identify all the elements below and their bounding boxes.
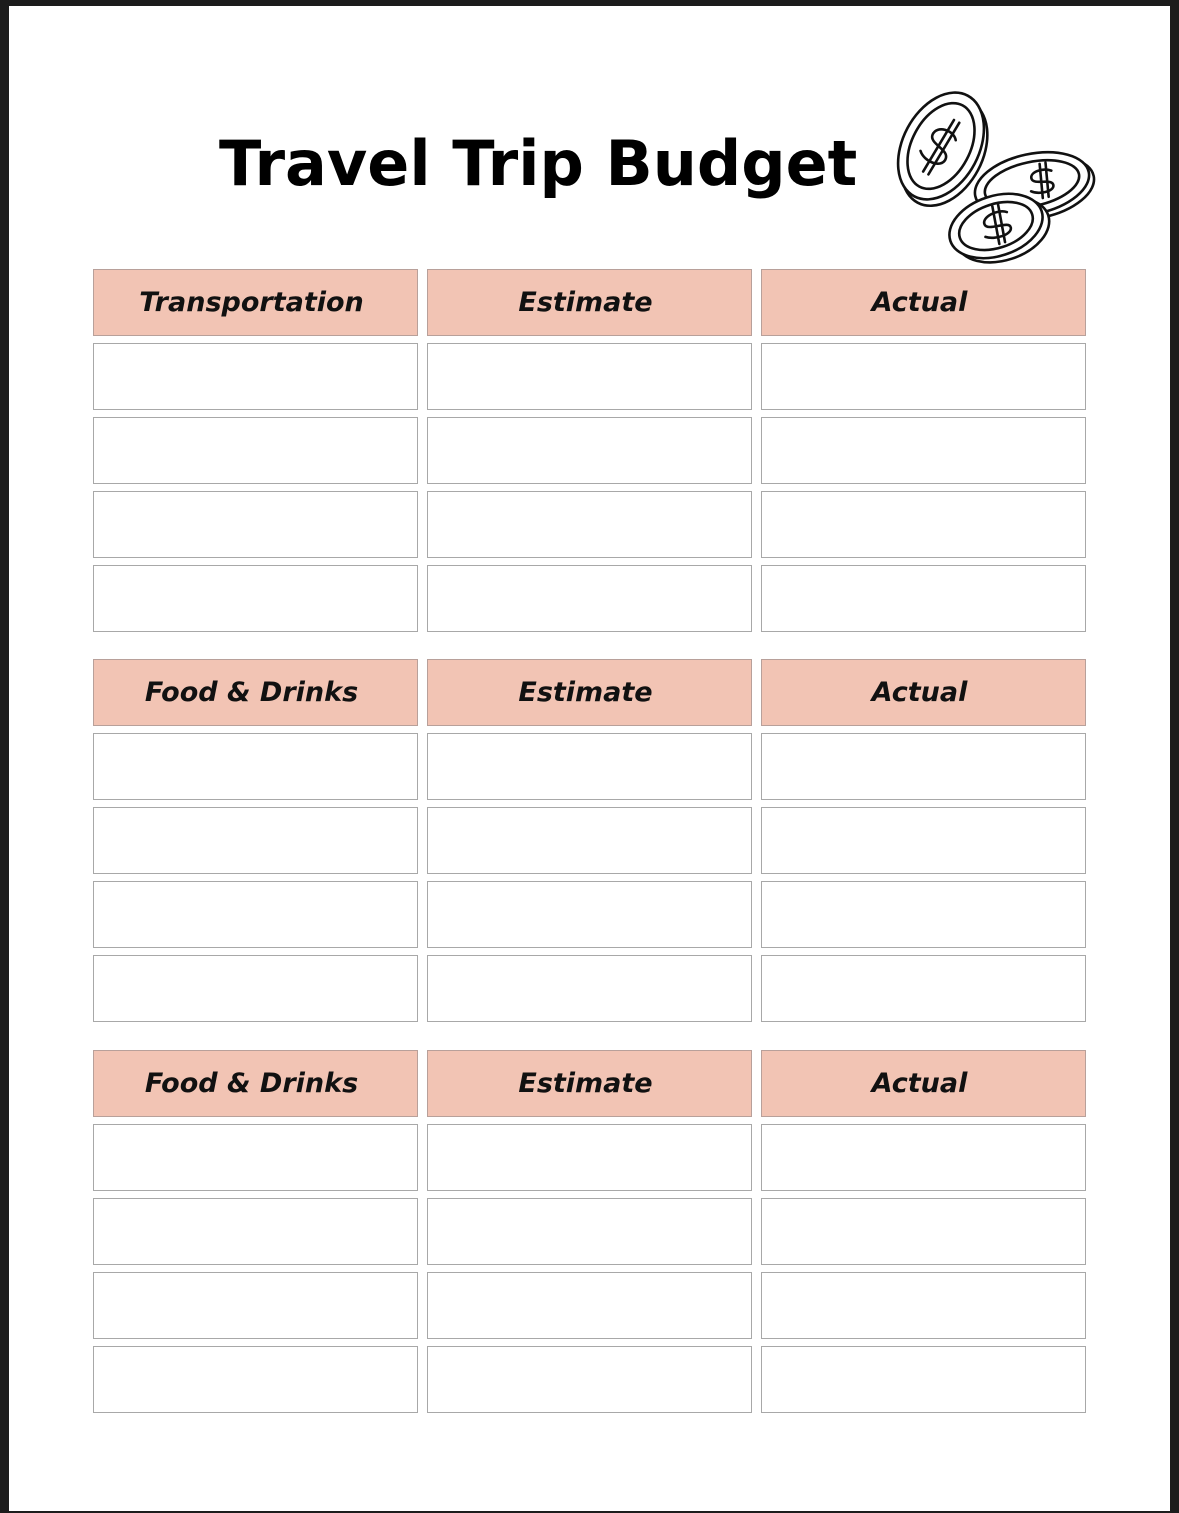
estimate-field[interactable] bbox=[427, 955, 752, 1022]
table-row bbox=[93, 881, 1086, 948]
table-row bbox=[93, 1198, 1086, 1265]
table-row bbox=[93, 733, 1086, 800]
estimate-field[interactable] bbox=[427, 881, 752, 948]
actual-field[interactable] bbox=[761, 1198, 1086, 1265]
table-row bbox=[93, 1346, 1086, 1413]
header-actual bbox=[761, 1050, 1086, 1117]
actual-field[interactable] bbox=[761, 1272, 1086, 1339]
estimate-field[interactable] bbox=[427, 491, 752, 558]
table-row bbox=[93, 491, 1086, 558]
actual-field[interactable] bbox=[761, 343, 1086, 410]
header-actual-label: Actual bbox=[871, 1068, 968, 1099]
food-drinks-section bbox=[93, 659, 1086, 1029]
actual-field[interactable] bbox=[761, 565, 1086, 632]
header-category-label: Food & Drinks bbox=[144, 1068, 359, 1099]
header-estimate bbox=[427, 269, 752, 336]
item-field[interactable] bbox=[93, 491, 418, 558]
table-row bbox=[93, 417, 1086, 484]
actual-field[interactable] bbox=[761, 417, 1086, 484]
header-category-label: Food & Drinks bbox=[144, 677, 359, 708]
table-header-row bbox=[93, 1050, 1086, 1117]
table-row bbox=[93, 955, 1086, 1022]
item-field[interactable] bbox=[93, 733, 418, 800]
header-category bbox=[93, 659, 418, 726]
table-row bbox=[93, 565, 1086, 632]
actual-field[interactable] bbox=[761, 1124, 1086, 1191]
estimate-field[interactable] bbox=[427, 733, 752, 800]
dollar-coins-icon bbox=[889, 84, 1101, 268]
estimate-field[interactable] bbox=[427, 807, 752, 874]
header-estimate bbox=[427, 1050, 752, 1117]
budget-page bbox=[9, 6, 1170, 1511]
item-field[interactable] bbox=[93, 417, 418, 484]
table-row bbox=[93, 1124, 1086, 1191]
estimate-field[interactable] bbox=[427, 565, 752, 632]
estimate-field[interactable] bbox=[427, 417, 752, 484]
page-title: Travel Trip Budget bbox=[219, 127, 858, 200]
actual-field[interactable] bbox=[761, 491, 1086, 558]
food-drinks-section-2 bbox=[93, 1050, 1086, 1420]
item-field[interactable] bbox=[93, 1346, 418, 1413]
header-estimate bbox=[427, 659, 752, 726]
table-header-row bbox=[93, 659, 1086, 726]
item-field[interactable] bbox=[93, 1272, 418, 1339]
header-category bbox=[93, 1050, 418, 1117]
table-row bbox=[93, 343, 1086, 410]
item-field[interactable] bbox=[93, 955, 418, 1022]
estimate-field[interactable] bbox=[427, 343, 752, 410]
transportation-section bbox=[93, 269, 1086, 639]
header-actual bbox=[761, 269, 1086, 336]
header-estimate-label: Estimate bbox=[518, 677, 653, 708]
header-category bbox=[93, 269, 418, 336]
actual-field[interactable] bbox=[761, 1346, 1086, 1413]
table-row bbox=[93, 1272, 1086, 1339]
header-actual-label: Actual bbox=[871, 287, 968, 318]
header-estimate-label: Estimate bbox=[518, 287, 653, 318]
estimate-field[interactable] bbox=[427, 1272, 752, 1339]
header-actual-label: Actual bbox=[871, 677, 968, 708]
item-field[interactable] bbox=[93, 807, 418, 874]
item-field[interactable] bbox=[93, 1198, 418, 1265]
actual-field[interactable] bbox=[761, 733, 1086, 800]
estimate-field[interactable] bbox=[427, 1346, 752, 1413]
estimate-field[interactable] bbox=[427, 1198, 752, 1265]
actual-field[interactable] bbox=[761, 881, 1086, 948]
actual-field[interactable] bbox=[761, 807, 1086, 874]
actual-field[interactable] bbox=[761, 955, 1086, 1022]
item-field[interactable] bbox=[93, 1124, 418, 1191]
table-header-row bbox=[93, 269, 1086, 336]
header-actual bbox=[761, 659, 1086, 726]
header-estimate-label: Estimate bbox=[518, 1068, 653, 1099]
table-row bbox=[93, 807, 1086, 874]
item-field[interactable] bbox=[93, 881, 418, 948]
estimate-field[interactable] bbox=[427, 1124, 752, 1191]
item-field[interactable] bbox=[93, 565, 418, 632]
item-field[interactable] bbox=[93, 343, 418, 410]
header-category-label: Transportation bbox=[139, 287, 364, 318]
